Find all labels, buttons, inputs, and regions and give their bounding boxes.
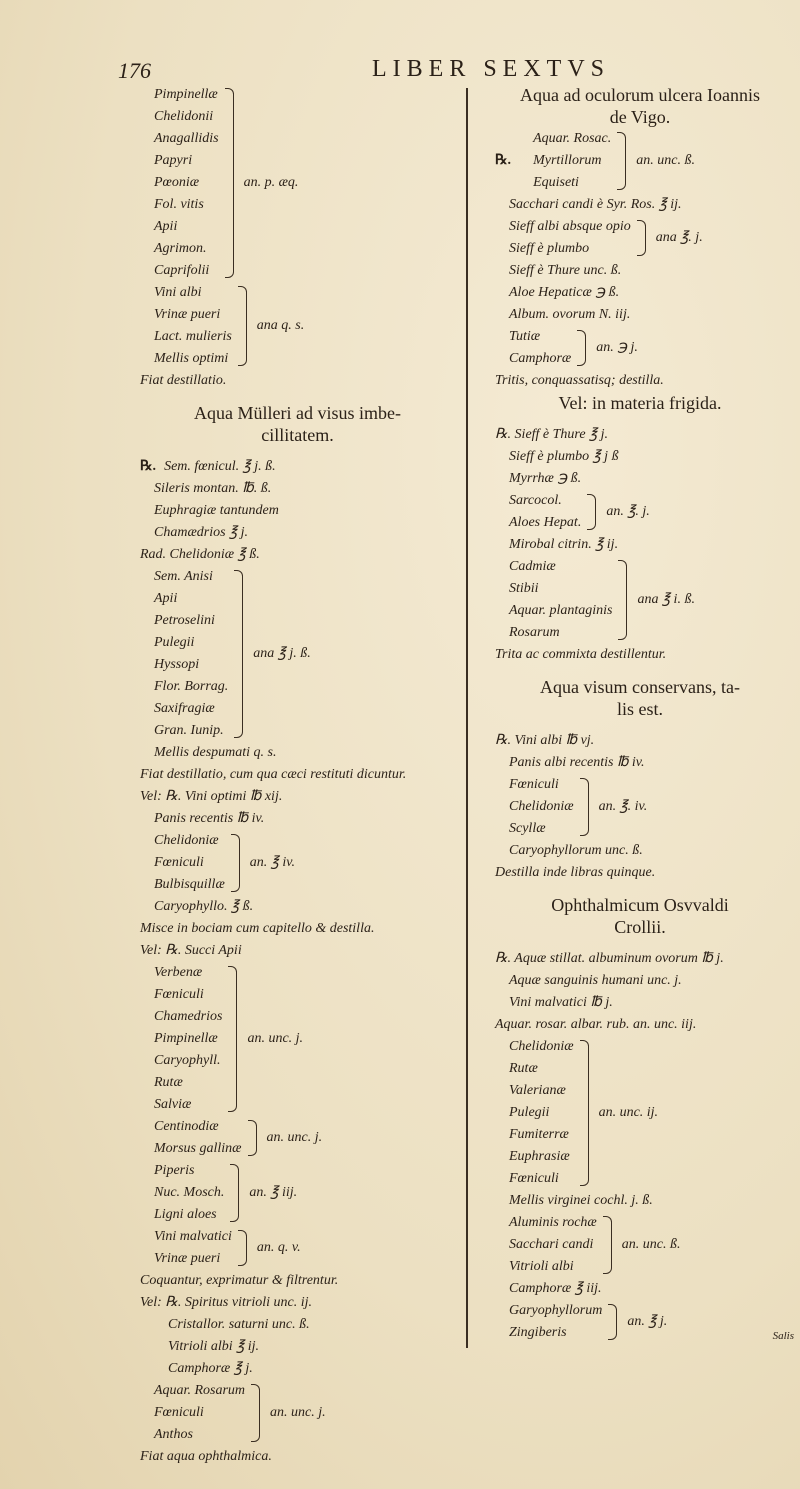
ingredient-line: Garyophyllorum (509, 1303, 603, 1318)
column-divider (466, 88, 468, 1348)
recipe-group (140, 1226, 455, 1270)
brace-mark (251, 1384, 260, 1442)
ingredient-line: Pimpinellæ (154, 1031, 218, 1046)
recipe-title-line: Aqua Mülleri ad visus imbe- (194, 403, 401, 423)
recipe-group (140, 830, 455, 896)
ingredient-line: Caprifolii (154, 263, 210, 278)
ingredient-line: Vini albi (154, 285, 202, 300)
recipe-title-line: Aqua ad oculorum ulcera Ioannis (520, 85, 760, 105)
ingredient-list (140, 962, 222, 1116)
ingredient-line: Euphragiæ tantundem (154, 503, 279, 518)
ingredient-line: Vitrioli albi ℥ ij. (168, 1339, 260, 1354)
ingredient-line: Aquar. plantaginis (509, 603, 613, 618)
ingredient-line: Myrrhæ ℈ ß. (509, 471, 582, 486)
ingredient-line: Stibii (509, 581, 539, 596)
recipe-group (140, 282, 455, 370)
recipe-title (495, 676, 785, 720)
dose-label: an. unc. j. (266, 1130, 323, 1145)
ingredient-line: Vitrioli albi (509, 1259, 574, 1274)
dose-label: an. ℥ iv. (249, 855, 295, 870)
brace-mark (234, 570, 243, 738)
ingredient-line: Aquæ sanguinis humani unc. j. (509, 973, 682, 988)
ingredient-line (140, 456, 455, 478)
ingredient-line: Fœniculi (509, 1171, 559, 1186)
ingredient-line: Euphrasiæ (509, 1149, 570, 1164)
ingredient-line: Fœniculi (509, 777, 559, 792)
recipe-title (140, 402, 455, 446)
ingredient-line: Lact. mulieris (154, 329, 232, 344)
recipe-group (140, 1116, 455, 1160)
recipe-group (495, 1036, 785, 1190)
instruction-line: Fiat destillatio, cum qua cæci restituti dicuntur. (140, 767, 407, 782)
brace-mark (228, 966, 237, 1112)
ingredient-line: Chamedrios (154, 1009, 223, 1024)
ingredient-line: Sieff albi absque opio (509, 219, 631, 234)
ingredient-line: Vini malvatici (154, 1229, 232, 1244)
ingredient-line: Salviæ (154, 1097, 192, 1112)
recipe-group (495, 774, 785, 840)
ingredient-list (140, 1116, 242, 1160)
ingredient-line: Zingiberis (509, 1325, 567, 1340)
brace-mark (231, 834, 240, 892)
ingredient-line: Rutæ (509, 1061, 538, 1076)
ingredient-line: Pimpinellæ (154, 87, 218, 102)
ingredient-line: Fœniculi (154, 987, 204, 1002)
ingredient-line: Morsus gallinæ (154, 1141, 242, 1156)
right-column (495, 84, 785, 1344)
ingredient-list (140, 1226, 232, 1270)
recipe-group (140, 962, 455, 1116)
dose-label: an. unc. j. (270, 1405, 326, 1420)
ingredient-list (519, 128, 611, 194)
ingredient-line: Pulegii (509, 1105, 550, 1120)
ingredient-line: Chelidoniæ (154, 833, 219, 848)
brace-mark (577, 330, 586, 366)
ingredient-line: Hyssopi (154, 657, 200, 672)
recipe-title (495, 84, 785, 128)
ingredient-list (495, 1300, 602, 1344)
ingredient-line: Aloes Hepat. (509, 515, 582, 530)
ingredient-line: Panis albi recentis ℔ iv. (509, 755, 645, 770)
ingredient-line: Mirobal citrin. ℥ ij. (509, 537, 619, 552)
ingredient-line: Bulbisquillæ (154, 877, 225, 892)
brace-mark (238, 286, 247, 366)
ingredient-line: Vel: ℞. Vini optimi ℔ xij. (140, 789, 283, 804)
ingredient-line: Aquar. Rosarum (154, 1383, 246, 1398)
brace-mark (225, 88, 234, 278)
dose-label: an. unc. ß. (621, 1237, 681, 1252)
recipe-group (140, 566, 455, 742)
dose-label: an. ℥ iij. (249, 1185, 298, 1200)
ingredient-line: Aloe Hepaticæ ℈ ß. (509, 285, 620, 300)
ingredient-line: Petroselini (154, 613, 215, 628)
ingredient-line: Scyllæ (509, 821, 546, 836)
ingredient-line: Apii (154, 219, 178, 234)
ingredient-line: Vrinæ pueri (154, 307, 221, 322)
ingredient-line: Aquar. rosar. albar. rub. an. unc. iij. (495, 1017, 697, 1032)
ingredient-list (495, 216, 631, 260)
ingredient-line: ℞. Sieff è Thure ℥ j. (495, 427, 609, 442)
brace-mark (608, 1304, 617, 1340)
dose-label: an. p. æq. (243, 175, 299, 190)
ingredient-line: Sacchari candi (509, 1237, 594, 1252)
ingredient-line: Equiseti (533, 175, 579, 190)
recipe-group (140, 84, 455, 282)
ingredient-line: Album. ovorum N. iij. (509, 307, 631, 322)
instruction-line: Tritis, conquassatisq; destilla. (495, 373, 664, 388)
ingredient-line: Sarcocol. (509, 493, 562, 508)
ingredient-line: Saxifragiæ (154, 701, 215, 716)
instruction-line: Coquantur, exprimatur & filtrentur. (140, 1273, 339, 1288)
ingredient-line: Ligni aloes (154, 1207, 217, 1222)
dose-label: ana q. s. (256, 318, 305, 333)
ingredient-line: Papyri (154, 153, 193, 168)
recipe-group (495, 216, 785, 260)
recipe-group (495, 1212, 785, 1278)
ingredient-list (495, 1212, 597, 1278)
ingredient-line: Camphoræ (509, 351, 572, 366)
ingredient-line: Caryophyllorum unc. ß. (509, 843, 643, 858)
ingredient-line: Fol. vitis (154, 197, 204, 212)
ingredient-line: Camphoræ ℥ j. (168, 1361, 253, 1376)
ingredient-line: Centinodiæ (154, 1119, 219, 1134)
ingredient-list (140, 282, 232, 370)
dose-label: an. ℥. iv. (598, 799, 648, 814)
ingredient-line: Mellis despumati q. s. (154, 745, 277, 760)
recipe-group (495, 128, 785, 194)
ingredient-line: Chelidoniæ (509, 1039, 574, 1054)
ingredient-line: Anthos (154, 1427, 193, 1442)
ingredient-line: Apii (154, 591, 178, 606)
ingredient-line: ℞. Aquæ stillat. albuminum ovorum ℔ j. (495, 951, 724, 966)
dose-label: an. unc. j. (247, 1031, 304, 1046)
ingredient-line: Aquar. Rosac. (533, 131, 612, 146)
ingredient-line: Sem. Anisi (154, 569, 213, 584)
ingredient-line: Cristallor. saturni unc. ß. (168, 1317, 310, 1332)
ingredient-line: Agrimon. (154, 241, 207, 256)
ingredient-line: Valerianæ (509, 1083, 566, 1098)
ingredient-list (495, 490, 581, 534)
ingredient-list (495, 1036, 574, 1190)
ingredient-line: Chelidoniæ (509, 799, 574, 814)
brace-mark (238, 1230, 247, 1266)
dose-label: ana ℥ i. ß. (637, 592, 695, 607)
brace-mark (587, 494, 596, 530)
brace-mark (618, 560, 627, 640)
ingredient-line: Mellis virginei cochl. j. ß. (509, 1193, 653, 1208)
recipe-symbol: ℞. (495, 153, 512, 168)
ingredient-line: Fumiterræ (509, 1127, 569, 1142)
dose-label: an. ℥. j. (606, 504, 650, 519)
ingredient-list (140, 830, 225, 896)
dose-label: an. ℈ j. (596, 340, 638, 355)
recipe-title-line: de Vigo. (609, 107, 671, 127)
ingredient-list (495, 326, 571, 370)
brace-mark (617, 132, 626, 190)
recipe-title-line: Crollii. (614, 917, 666, 937)
recipe-group (140, 1160, 455, 1226)
catchword: Salis (772, 1330, 794, 1342)
ingredient-line: Sacchari candi è Syr. Ros. ℥ ij. (509, 197, 682, 212)
ingredient-line: Flor. Borrag. (154, 679, 229, 694)
ingredient-line: Vel: ℞. Spiritus vitrioli unc. ij. (140, 1295, 312, 1310)
ingredient-list (495, 774, 574, 840)
recipe-group (495, 490, 785, 534)
ingredient-line: Anagallidis (154, 131, 219, 146)
ingredient-line: Sieff è plumbo (509, 241, 590, 256)
ingredient-line: Vel: ℞. Succi Apii (140, 943, 242, 958)
ingredient-line: Mellis optimi (154, 351, 229, 366)
ingredient-line: Vini malvatici ℔ j. (509, 995, 613, 1010)
ingredient-list (495, 556, 612, 644)
ingredient-line: Caryophyll. (154, 1053, 221, 1068)
ingredient-line: Sileris montan. ℔. ß. (154, 481, 272, 496)
brace-mark (580, 1040, 589, 1186)
ingredient-line: Rutæ (154, 1075, 183, 1090)
recipe-title-line: cillitatem. (261, 425, 334, 445)
instruction-line: Fiat aqua ophthalmica. (140, 1449, 272, 1464)
recipe-group (495, 326, 785, 370)
ingredient-line: Pœoniæ (154, 175, 200, 190)
recipe-group (495, 1300, 785, 1344)
recipe-title-line: Ophthalmicum Osvvaldi (551, 895, 729, 915)
ingredient-line: Fœniculi (154, 1405, 204, 1420)
ingredient-line: Sieff è plumbo ℥ j ß (509, 449, 619, 464)
instruction-line: Fiat destillatio. (140, 373, 227, 388)
ingredient-line: Sieff è Thure unc. ß. (509, 263, 622, 278)
ingredient-line: Pulegii (154, 635, 195, 650)
dose-label: an. unc. ij. (598, 1105, 659, 1120)
ingredient-line: ℞. Vini albi ℔ vj. (495, 733, 595, 748)
ingredient-list (140, 1380, 245, 1446)
ingredient-line: Verbenæ (154, 965, 203, 980)
ingredient-line: Tutiæ (509, 329, 541, 344)
ingredient-line: Piperis (154, 1163, 195, 1178)
ingredient-line: Myrtillorum (533, 153, 602, 168)
ingredient-text: Sem. fœnicul. ℥ j. ß. (164, 459, 276, 474)
ingredient-line: Cadmiæ (509, 559, 556, 574)
ingredient-line: Rosarum (509, 625, 560, 640)
ingredient-line: Panis recentis ℔ iv. (154, 811, 265, 826)
section-heading: Vel: in materia frigida. (558, 393, 722, 413)
dose-label: ana ℥. j. (655, 230, 703, 245)
page-number: 176 (118, 58, 151, 83)
ingredient-list (140, 1160, 224, 1226)
recipe-title-line: lis est. (616, 699, 663, 719)
ingredient-line: Caryophyllo. ℥ ß. (154, 899, 254, 914)
ingredient-line: Chamædrios ℥ j. (154, 525, 249, 540)
recipe-symbol: ℞. (140, 459, 157, 474)
dose-label: an. q. v. (256, 1240, 301, 1255)
ingredient-list (140, 84, 219, 282)
ingredient-line: Aluminis rochæ (509, 1215, 597, 1230)
brace-mark (580, 778, 589, 836)
recipe-title-line: Aqua visum conservans, ta- (540, 677, 740, 697)
brace-mark (248, 1120, 257, 1156)
ingredient-line: Vrinæ pueri (154, 1251, 221, 1266)
ingredient-line: Camphoræ ℥ iij. (509, 1281, 602, 1296)
recipe-group (495, 556, 785, 644)
instruction-line: Trita ac commixta destillentur. (495, 647, 667, 662)
running-head: LIBER SEXTVS (372, 56, 611, 82)
ingredient-line: Rad. Chelidoniæ ℥ ß. (140, 547, 260, 562)
dose-label: ana ℥ j. ß. (253, 646, 311, 661)
ingredient-line: Nuc. Mosch. (154, 1185, 225, 1200)
dose-label: an. ℥ j. (627, 1314, 668, 1329)
ingredient-line: Fœniculi (154, 855, 204, 870)
ingredient-line: Gran. Iunip. (154, 723, 224, 738)
brace-mark (230, 1164, 239, 1222)
instruction-line: Destilla inde libras quinque. (495, 865, 656, 880)
recipe-group (140, 1380, 455, 1446)
instruction-line: Misce in bociam cum capitello & destilla. (140, 921, 375, 936)
ingredient-list (140, 566, 228, 742)
dose-label: an. unc. ß. (636, 153, 695, 168)
brace-mark (637, 220, 646, 256)
brace-mark (603, 1216, 612, 1274)
ingredient-line: Chelidonii (154, 109, 214, 124)
left-column (140, 84, 455, 1468)
recipe-title (495, 894, 785, 938)
